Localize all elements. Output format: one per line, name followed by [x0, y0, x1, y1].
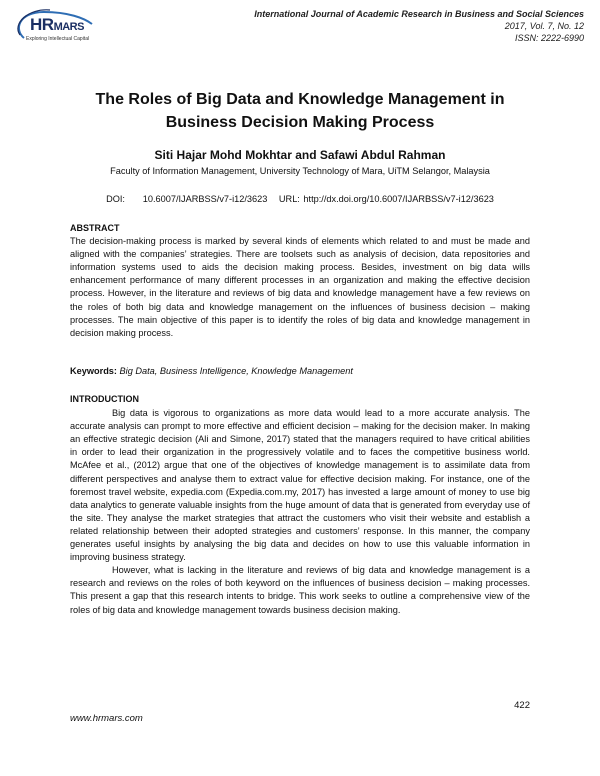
introduction-paragraph-1: Big data is vigorous to organizations as more data would lead to a more accurate analysis. The accurate analysis can prompt to more effective and efficient decision – making for the decision maker. In making an effective strategic decision (Ali and Simone, 2017) stated that the managers required to have critical abilities in order to lead their organization in the progressively volatile and to faces the competitive business world. McAfee et al., (2012) argue that one of the objectives of knowledge management is to assimilate data from different perspectives and analyse them to extract value for effective decision making. For instance, one of the foremost travel website, expedia.com (Expedia.com.my, 2017) has invested a large amount of money to use big data analytics to generate valuable insights from the huge amount of data that is generated from everyday use of the site. They analyse the market strategies that attract the customers who visit their website and establish a related relationship between their adopted strategies and customers’ response. In this manner, the company generates useful insights by analysing the big data and decides on how to use this valuable information in improving business strategy.: [70, 408, 530, 563]
journal-issn: ISSN: 2222-6990: [514, 33, 584, 43]
journal-volume: 2017, Vol. 7, No. 12: [504, 21, 584, 31]
journal-info: [254, 8, 584, 44]
footer-website[interactable]: www.hrmars.com: [70, 713, 143, 724]
journal-name: International Journal of Academic Research in Business and Social Sciences: [254, 9, 584, 19]
title-line-1: The Roles of Big Data and Knowledge Management in: [95, 91, 505, 108]
doi-line: [0, 194, 600, 204]
keywords-label: Keywords:: [70, 366, 117, 376]
title-line-2: Business Decision Making Process: [165, 114, 435, 131]
logo-tagline: Exploring Intellectual Capital: [26, 36, 90, 42]
abstract-heading: ABSTRACT: [70, 223, 120, 233]
hrmars-logo: [10, 8, 110, 50]
logo-brand: HRMARS: [30, 15, 84, 34]
keywords-value: Big Data, Business Intelligence, Knowledge Management: [119, 366, 353, 376]
page-number: 422: [514, 700, 530, 711]
paper-authors: Siti Hajar Mohd Mokhtar and Safawi Abdul Rahman: [154, 148, 446, 162]
doi-text: DOI: 10.6007/IJARBSS/v7-i12/3623: [106, 194, 268, 204]
abstract-section: [70, 222, 530, 340]
introduction-heading: INTRODUCTION: [70, 394, 139, 404]
keywords-line: [70, 365, 530, 378]
abstract-text: The decision-making process is marked by several kinds of elements which related to and must be made and aligned with the companies’ strategies. There are toolsets such as analysis of decision, data repositories and information systems used to aids the decision making process. Besides, investment on big data wills enhancement performance of many different processes in an organization and making the effective decision process. However, in the literature and reviews of big data and knowledge management have a few reviews on the roles of both big data and knowledge management on the influences of business decision – making processes. The main objective of this paper is to identify the roles of big data and knowledge management in decision making process.: [70, 236, 530, 338]
author-affiliation: Faculty of Information Management, University Technology of Mara, UiTM Selangor, Malaysia: [110, 166, 490, 176]
introduction-section: [70, 393, 530, 617]
introduction-paragraph-2: However, what is lacking in the literature and reviews of big data and knowledge management is a research and reviews on the roles of both keyword on the influences of business decision – making processes. This present a gap that this research intents to bridge. This work seeks to outline a comprehensive view of the roles of big data and knowledge management towards business decision making.: [70, 565, 530, 615]
paper-title: [40, 88, 560, 134]
doi-url[interactable]: URL: http://dx.doi.org/10.6007/IJARBSS/v7-i12/3623: [278, 194, 494, 204]
